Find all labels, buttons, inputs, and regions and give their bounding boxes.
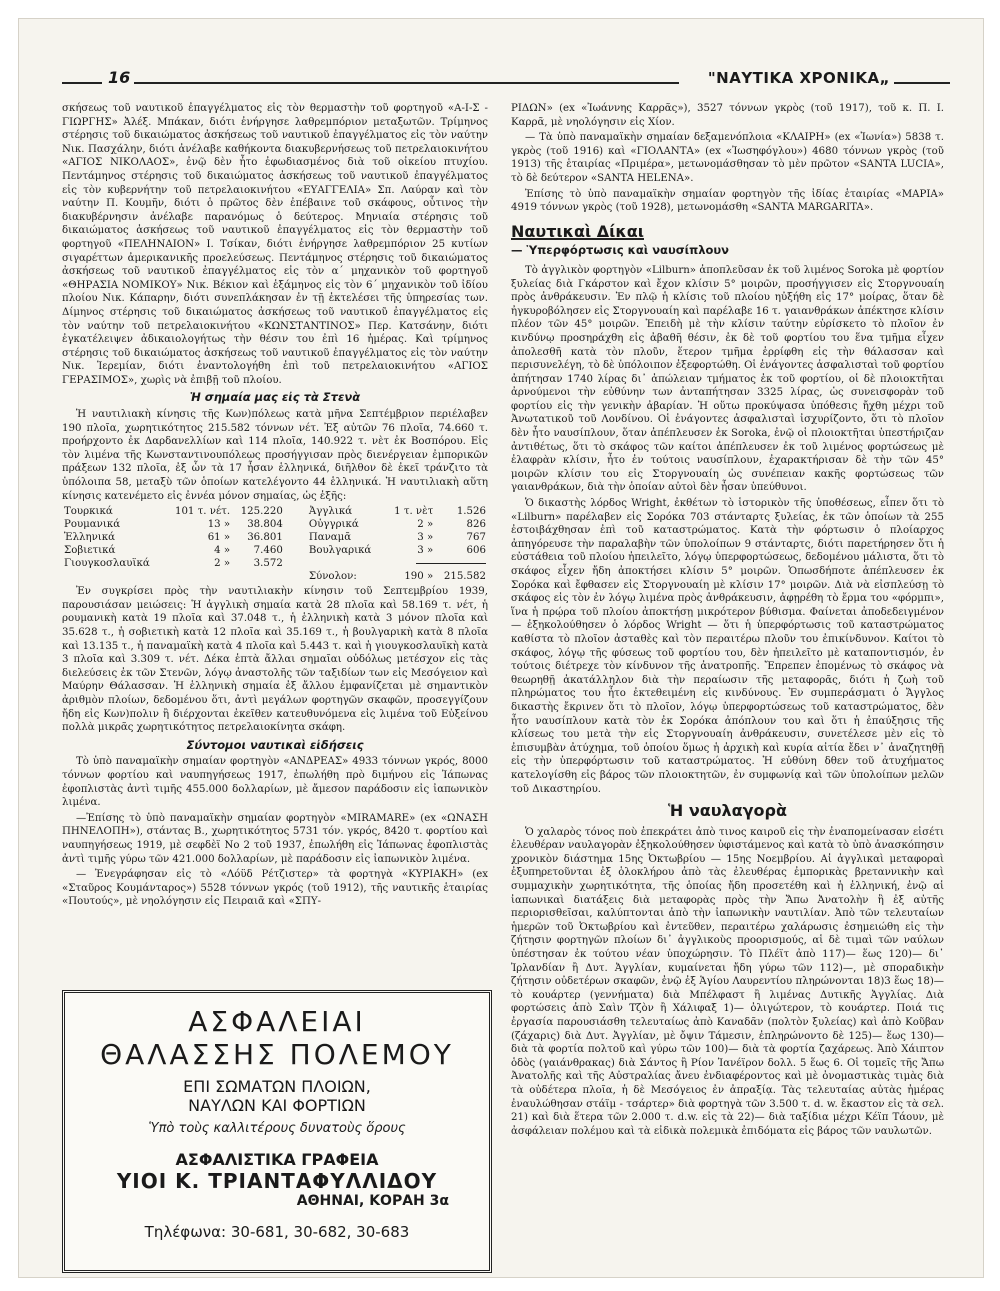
ad-phones: Τηλέφωνα: 30-681, 30-682, 30-683	[144, 1223, 410, 1241]
paragraph: Ὁ χαλαρὸς τόνος ποὺ ἐπεκράτει ἀπὸ τινος καιροῦ εἰς τὴν ἐναπομείνασαν εἰσέτι ἐλευθέραν ναυλαγορὰν ἐξηκολούθησεν ὑφιστάμενος καὶ κατὰ τὸ ὑπὸ ἀνασκόπησιν χρονικὸν διάστημα 15ης Ὀκτωβρίου — 15ης Νοεμβρίου. Αἱ ἀγγλικαὶ μεταφοραὶ ἐξυπηρετοῦνται ἐξ ὁλοκλήρου ἀπὸ τὰς ἐλευθέρας ἐμπορικὰς βρεταννικὴν καὶ συμμαχικὴν χωρητικότητα, τῆς ὁποίας ἤδη προσετέθη καὶ ἡ ἑλληνική, ἐνῷ αἱ ἰαπωνικαὶ διατάξεις διὰ μεταφορὰς πρὸς τὴν Ἄπω Ἀνατολὴν ἢ ἐξ αὐτῆς περιορισθεῖσαι, καλύπτονται ἀπὸ τὴν ἰαπωνικὴν ναυτιλίαν. Ἀπὸ τῶν τελευταίων ἡμερῶν τοῦ Ὀκτωβρίου καὶ ἐντεῦθεν, περαιτέρω χαλάρωσις ἐσημειώθη εἰς τὴν ζήτησιν φορτηγῶν πλοίων δι᾽ ἀγγλικοὺς προορισμούς, αἱ δὲ τιμαὶ τῶν ναύλων ὑπέστησαν ἐκ τούτου νέαν ὑποχώρησιν. Τὸ Πλέϊτ ἀπὸ 117)— ἕως 120)— δι᾽ Ἰρλανδίαν ἢ Δυτ. Ἀγγλίαν, κυμαίνεται ἤδη γύρω τῶν 112)—, μὲ σποραδικὴν ζήτησιν οὐδετέρων σκαφῶν, ἐνῷ ἐξ Ἁγίου Λαυρεντίου πληρώνονται 18)3 ἕως 18)— τὸ κουάρτερ (γεννήματα) διὰ Μπέλφαστ ἢ λιμένας Δυτικῆς Ἀγγλίας. Διὰ φορτώσεις ἀπὸ Σαὶν Τζὸν ἢ Χάλιφαξ 1)— ὀλιγώτερον, τὸ κουάρτερ. Ποιά τις ἐργασία παρουσιάσθη τελευταίως ἀπὸ Καναδᾶν (πολτὸν ξυλείας) καὶ ἀπὸ Κοῦβαν (ζάχαρις) διὰ Δυτ. Ἀγγλίαν, μὲ ὄψιν Τάμεσιν, ἐπληρώνοντο δὲ 125)— ἕως 130)— διὰ τὰ φορτία πολτοῦ καὶ γύρω τῶν 100)— διὰ τὰ φορτία ζαχάρεως. Ἀπὸ Χάιπτον ὁδὸς (γαιάνθρακας) διὰ Σάντος ἢ Ρίον Ἰανέϊρον δολλ. 5 ἕως 6. Οἱ τομεῖς τῆς Ἄπω Ἀνατολῆς καὶ τῆς Αὐστραλίας ἄνευ ἐνδιαφέροντος καὶ μὲ ὀνομαστικὰς τιμὰς διὰ τὰ οὐδέτερα πλοῖα, ἡ δὲ Μεσόγειος ἐν ἀπραξίᾳ. Τὰς τελευταίας αὐτὰς ἡμέρας ἐναυλώθησαν στάϊμ - τσάρτερ» διὰ φορτηγὰ τῶν 3.500 τ. d. w. ἔκαστον εἰς τὰ σελ. 21) καὶ διὰ ἕτερα τῶν 2.000 τ. d.w. εἰς τὰ 22)— διὰ ταξίδια μέχρι Κέϊπ Τάουν, μὲ ἀσφάλειαν πολέμου καὶ τὰ εἰδικὰ πολεμικὰ ἐπιδόματα εἰς βάρος τῶν ναυλωτῶν.	[511, 826, 944, 1137]
paragraph: ΡΙΔΩΝ» (ex «Ἰωάννης Καρρᾶς»), 3527 τόννων γκρὸς (τοῦ 1917), τοῦ κ. Π. Ι. Καρρᾶ, μὲ νηολόγησιν εἰς Χίον.	[511, 103, 944, 128]
total-count: 190 »	[404, 571, 434, 583]
table-row	[62, 531, 488, 544]
table-cell: 13 »	[207, 519, 231, 531]
ad-line: ΑΣΦΑΛΙΣΤΙΚΑ ΓΡΑΦΕΙΑ	[175, 1150, 379, 1169]
table-row	[62, 544, 488, 557]
table-cell: 2 »	[214, 558, 231, 570]
table-cell: 1 τ. νὲτ	[394, 506, 434, 518]
paragraph: Τὸ ὑπὸ παναμαϊκὴν σημαίαν φορτηγὸν «ΑΝΔΡΕΑΣ» 4933 τόννων γκρός, 8000 τόννων φορτίου καὶ ναυπηγήσεως 1917, ἐπωλήθη πρὸ διμήνου εἰς Ἰάπωνας ἐφοπλιστὰς ἀντὶ τιμῆς 455.000 δολλαρίων, μὲ ἄμεσον παράδοσιν εἰς ἰαπωνικὸν λιμένα.	[62, 756, 488, 809]
table-cell: 767	[466, 532, 486, 544]
ad-address: ΑΘΗΝΑΙ, ΚΟΡΑΗ 3α	[296, 1193, 449, 1209]
table-cell: Σοβιετικά	[64, 545, 116, 557]
header-rule-middle	[134, 82, 679, 84]
paragraph: Ἐπίσης τὸ ὑπὸ παναμαϊκὴν σημαίαν φορτηγὸν τῆς ἰδίας ἑταιρίας «ΜΑΡΙΑ» 4919 τόννων γκρὸς (τοῦ 1928), μετωνομάσθη «SANTA MARGARITA».	[511, 188, 944, 214]
table-row	[62, 518, 488, 531]
flags-table	[62, 505, 488, 583]
table-cell: Βουλγαρικά	[308, 545, 372, 557]
table-cell: 61 »	[207, 532, 231, 544]
ad-company-name: ΥΙΟΙ Κ. ΤΡΙΑΝΤΑΦΥΛΛΙΔΟΥ	[116, 1169, 438, 1193]
paragraph: Ἡ ναυτιλιακὴ κίνησις τῆς Κων)πόλεως κατὰ μῆνα Σεπτέμβριον περιέλαβεν 190 πλοῖα, χωρητικότητος 215.582 τόννων νέτ. Ἐξ αὐτῶν 76 πλοῖα, 74.660 τ. προήρχοντο ἐκ Δαρδανελλίων καὶ 114 πλοῖα, 140.922 τ. νὲτ ἐκ Βοσπόρου. Εἰς τὸν λιμένα τῆς Κωνσταντινουπόλεως προσήγγισαν πρὸς διενέργειαν ἐμπορικῶν πράξεων 132 πλοῖα, ἐξ ὧν τὰ 17 ἦσαν ἑλληνικά, διῆλθον δὲ ἐκεῖ τράνζιτο τὰ ὑπόλοιπα 58, μεταξὺ τῶν ὁποίων κατελέγοντο 44 ἑλληνικά. Ἡ ναυτιλιακὴ αὕτη κίνησις κατενέμετο εἰς ἐννέα μόνον σημαίας, ὡς ἑξῆς:	[62, 409, 488, 502]
ad-line: ΑΣΦΑΛΕΙΑΙ	[188, 1005, 366, 1038]
paragraph: σκήσεως τοῦ ναυτικοῦ ἐπαγγέλματος εἰς τὸν θερμαστὴν τοῦ φορτηγοῦ «Α-Ι-Σ - ΓΙΩΡΓΗΣ» Ἀλέξ. Μπάκαν, διότι ἐνήργησε λαθρεμπόριον μεταξωτῶν. Τρίμηνος στέρησις τοῦ δικαιώματος ἀσκήσεως τοῦ ναυτικοῦ ἐπαγγέλματος εἰς τὸν ναύτην Νικ. Πασχάλην, διότι ἀνέλαβε καθήκοντα διακυβερνήσεως τοῦ πετρελαιοκινήτου «ΑΓΙΟΣ ΝΙΚΟΛΑΟΣ», ἐνῷ δὲν ἦτο ἐφωδιασμένος διὰ τοῦ οἰκείου πτυχίου. Πεντάμηνος στέρησις τοῦ δικαιώματος ἀσκήσεως τοῦ ναυτικοῦ ἐπαγγέλματος εἰς τὸν κυβερνήτην τοῦ πετρελαιοκινήτου «ΕΥΑΓΓΕΛΙΑ» Σπ. Λαύραν καὶ τὸν ναύτην Π. Κουμῆν, διότι ὁ πρῶτος δὲν ἐπέβαινε τοῦ σκάφους, οὗτινος τὴν διακυβέρνησιν ἀνέλαβε παρανόμως ὁ δεύτερος. Μηνιαία στέρησις τοῦ δικαιώματος ἀσκήσεως τοῦ ναυτικοῦ ἐπαγγέλματος εἰς τὸν θερμαστὴν τοῦ φορτηγοῦ «ΠΕΛΗΝΑΙΟΝ» Ι. Τσίκαν, διότι ἐνήργησε λαθρεμπόριον 25 κυτίων σιγαρέττων ἀμερικανικῆς προελεύσεως. Πεντάμηνος στέρησις τοῦ δικαιώματος ἀσκήσεως τοῦ ναυτικοῦ ἐπαγγέλματος εἰς τὸν α´ μηχανικὸν τοῦ φορτηγοῦ «ΘΗΡΑΣΙΑ ΝΟΜΙΚΟΥ» Νικ. Βέκιον καὶ ἑξάμηνος εἰς τὸν 6´ μηχανικὸν τοῦ ἰδίου πλοίου Νικ. Κάπαρην, διότι συνεπλάκησαν ἐν τῇ ἐκτελέσει τῆς ὑπηρεσίας των. Δίμηνος στέρησις τοῦ δικαιώματος ἀσκήσεως τοῦ ναυτικοῦ ἐπαγγέλματος εἰς τὸν ναύτην τοῦ πετρελαιοκινήτου «ΚΩΝΣΤΑΝΤΙΝΟΣ» Περ. Κατσάνην, διότι ἐγκατέλειψεν ἀδικαιολογήτως τὴν θέσιν του ἐπὶ 16 ἡμέρας. Καὶ τρίμηνος στέρησις τοῦ δικαιώματος ἀσκήσεως τοῦ ναυτικοῦ ἐπαγγέλματος εἰς τὸν ναύτην Νικ. Ἱερεμίαν, διότι ἐναντολογήθη ἐπὶ τοῦ πετρελαιοκινήτου «ΑΓΙΟΣ ΓΕΡΑΣΙΜΟΣ», χωρὶς νὰ ἐπιβῇ τοῦ πλοίου.	[62, 103, 488, 386]
left-column	[62, 102, 488, 911]
table-cell: Παναμᾶ	[308, 532, 352, 544]
paragraph: — Τὰ ὑπὸ παναμαϊκὴν σημαίαν δεξαμενόπλοια «ΚΛΑΙΡΗ» (ex «Ἰωνία») 5838 τ. γκρὸς (τοῦ 1916) καὶ «ΓΙΟΛΑΝΤΑ» (ex «Ἰωσηφόγλου») 4680 τόννων γκρὸς (τοῦ 1913) τῆς ἑταιρίας «Πριμέρα», μετωνομάσθησαν τὸ μὲν πρῶτον «SANTA LUCIA», τὸ δὲ δεύτερον «SANTA HELENA».	[511, 132, 944, 184]
total-label: Σύνολον:	[308, 571, 357, 583]
paragraph: Ἐν συγκρίσει πρὸς τὴν ναυτιλιακὴν κίνησιν τοῦ Σεπτεμβρίου 1939, παρουσιάσαν μειώσεις: Ἡ ἀγγλικὴ σημαία κατὰ 28 πλοῖα καὶ 58.169 τ. νέτ, ἡ ρουμανικὴ κατὰ 19 πλοῖα καὶ 37.048 τ., ἡ ἑλληνικὴ κατὰ 3 μόνον πλοῖα καὶ 35.628 τ., ἡ σοβιετικὴ κατὰ 12 πλοῖα καὶ 35.169 τ., ἡ βουλγαρικὴ κατὰ 8 πλοῖα καὶ 13.135 τ., ἡ παναμαϊκὴ κατὰ 4 πλοῖα καὶ 5.443 τ. καὶ ἡ γιουγκοσλαυϊκὴ κατὰ 3 πλοῖα καὶ 3.309 τ. νέτ. Δέκα ἑπτὰ ἄλλαι σημαῖαι οὐδόλως μετέσχον εἰς τὰς διελεύσεις ἐκ τῶν Στενῶν, λόγῳ ἀναστολῆς τῶν ταξιδίων των εἰς Μεσόγειον καὶ Μαύρην Θάλασσαν. Ἡ ἑλληνικὴ σημαία ἐξ ἄλλου ἐμφανίζεται μὲ σημαντικὸν ἀριθμὸν πλοίων, δεδομένου ὅτι, ἀντὶ μεγάλων φορτηγῶν σκαφῶν, προσεγγίζουν ἤδη εἰς Κων)πολιν ἢ διέρχονται ἐκεῖθεν κατευθυνόμενα εἰς λιμένα τοῦ Εὐξείνου πολλὰ μικρᾶς χωρητικότητος πετρελαιοκίνητα σκάφη.	[62, 586, 488, 734]
table-cell: Ρουμανικά	[64, 519, 121, 531]
journal-title: "ΝΑΥΤΙΚΑ ΧΡΟΝΙΚΑ„	[707, 69, 890, 87]
table-cell: 3 »	[417, 545, 434, 557]
header-rule-left	[62, 82, 102, 84]
section-heading: Ἡ σημαία μας εἰς τὰ Στενὰ	[189, 390, 361, 405]
insurance-advertisement	[62, 990, 492, 1273]
page-header	[62, 68, 950, 94]
section-heading: Ναυτικαὶ Δίκαι	[511, 221, 645, 241]
table-cell: Οὐγγρικά	[308, 519, 359, 531]
table-total-row	[62, 570, 488, 583]
table-cell: 36.801	[247, 532, 283, 544]
section-subheading: — Ὑπερφόρτωσις καὶ ναυσίπλουν	[511, 243, 730, 258]
table-cell: 125.220	[240, 506, 283, 518]
table-row	[62, 505, 488, 518]
table-cell: Γιουγκοσλαυϊκά	[64, 558, 150, 570]
table-cell: 3.572	[253, 558, 283, 570]
paragraph: Τὸ ἀγγλικὸν φορτηγὸν «Lilburn» ἀποπλεῦσαν ἐκ τοῦ λιμένος Soroka μὲ φορτίον ξυλείας διὰ Γκάρστον καὶ ἔχον κλίσιν 5° μοιρῶν, προσήγγισεν εἰς Στοργνουαίη πρὸς ἀνθράκευσιν. Ἐν πλῷ ἡ κλίσις τοῦ πλοίου ηὐξήθη εἰς 17° μοίρας, ὅταν δὲ ἠγκυροβόλησεν εἰς Στοργνουαίη καὶ παρέλαβε 16 τ. γαιανθράκων ἀπέκτησε κλίσιν πλέον τῶν 45° μοιρῶν. Ἐπειδὴ μὲ τὴν κλίσιν ταύτην εὑρίσκετο τὸ πλοῖον ἐν κινδύνῳ προσηράχθη εἰς ἀβαθῆ θέσιν, ἐκ δὲ τοῦ φορτίου του ἕνα τμῆμα εἶχεν ἀπολεσθῆ κατὰ τὸν πλοῦν, ἕτερον τμῆμα ἐρρίφθη εἰς τὴν θάλασσαν καὶ περισυνελέγη, τὸ δὲ ὑπόλοιπον ἐξεφορτώθη. Οἱ ἐνάγοντες ἀσφαλισταὶ τοῦ φορτίου ἀπήτησαν 1740 λίρας δι᾽ ἀπώλειαν τμήματος ἐκ τοῦ φορτίου, οἱ δὲ πλοιοκτῆται ἀρνούμενοι τὴν εὐθύνην των ἀνταπήτησαν 3325 λίρας, ὡς συνεισφορὰν τοῦ φορτίου εἰς τὴν γενικὴν ἀβαρίαν. Ἡ οὕτω προκύψασα ὑπόθεσις ἤχθη μέχρι τοῦ Ἀνωτατικοῦ τοῦ Λονδίνου. Οἱ ἐνάγοντες ἀσφαλισταὶ ἰσχυρίζοντο, ὅτι τὸ πλοῖον δὲν ἦτο ναυσίπλουν, ὅταν ἀπέπλευσεν ἐκ Soroka, ἐνῷ οἱ πλοιοκτῆται ὑπεστήριζαν ἀντιθέτως, ὅτι τὸ σκάφος τῶν καίτοι ἀπέπλευσεν ἐκ τοῦ λιμένος φορτώσεως μὲ ἐλαφρὰν κλίσιν, ἦτο ἐν τούτοις ναυσίπλουν, ἐχαρακτήρισαν δὲ τὴν τῶν 45° μοιρῶν κλίσιν του εἰς Στοργνουαίη ὡς συνέπειαν κακῆς φορτώσεως τῶν γαιανθράκων, διὰ τὴν ὁποίαν αὐτοὶ δὲν ἦσαν ὑπεύθυνοι.	[511, 264, 944, 494]
table-cell: 606	[466, 545, 486, 557]
ad-line: Ὑπὸ τοὺς καλλιτέρους δυνατοὺς ὅρους	[148, 1121, 406, 1136]
table-cell: 3 »	[417, 532, 434, 544]
total-tonnage: 215.582	[443, 571, 486, 583]
page-number: 16	[108, 68, 131, 87]
table-cell: 4 »	[214, 545, 231, 557]
table-cell: Ἀγγλικά	[308, 506, 353, 518]
table-cell: 826	[466, 519, 486, 531]
table-cell: Ἑλληνικά	[64, 532, 116, 544]
paragraph: — Ἐνεγράφησαν εἰς τὸ «Λόϋδ Ρέτζιστερ» τὰ φορτηγὰ «ΚΥΡΙΑΚΗ» (ex «Σταῦρος Κουμάνταρος») 5528 τόννων γκρός (τοῦ 1912), τῆς ναυτικῆς ἑταιρίας «Πουτούς», μὲ νηολόγησιν εἰς Πειραιᾶ καὶ «ΣΠΥ-	[62, 869, 488, 908]
ad-line: ΕΠΙ ΣΩΜΑΤΩΝ ΠΛΟΙΩΝ,	[183, 1077, 371, 1096]
sum-rule	[416, 563, 486, 564]
ad-line: ΘΑΛΑΣΣΗΣ ΠΟΛΕΜΟΥ	[100, 1038, 454, 1071]
table-cell: 2 »	[417, 519, 434, 531]
section-heading: Σύντομοι ναυτικαὶ εἰδήσεις	[186, 737, 364, 752]
ad-line: ΝΑΥΛΩΝ ΚΑΙ ΦΟΡΤΙΩΝ	[188, 1096, 366, 1115]
paragraph: Ὁ δικαστὴς λόρδος Wright, ἐκθέτων τὸ ἱστορικὸν τῆς ὑποθέσεως, εἶπεν ὅτι τὸ «Lilburn» παρέλαβεν εἰς Σορόκα 703 στάνταρτς ξυλείας, ἐκ τῶν ὁποίων τὰ 255 ἐστοιβάχθησαν ἐπὶ τοῦ καταστρώματος. Κατὰ τὴν φόρτωσιν ὁ πλοίαρχος ἀπηγόρευσε τὴν παραλαβὴν τῶν ὑπολοίπων 9 στάνταρτς, διότι παρετήρησεν ὅτι ἡ εὐστάθεια τοῦ πλοίου ἠπειλεῖτο, λόγῳ ὑπερφορτώσεως, δεδομένου μάλιστα, ὅτι τὸ σκάφος εἶχεν ἤδη ἀποκτήσει κλίσιν 5° μοιρῶν. Ὁπωσδήποτε ἀπέπλευσεν ἐκ Σορόκα καὶ ἔφθασεν εἰς Στοργνουαίη μὲ κλίσιν 17° μοιρῶν. Διὰ νὰ εἰσπλεύσῃ τὸ σκάφος εἰς τὸν ἐν λόγῳ λιμένα πρὸς ἀνθράκευσιν, ἀφῃρέθη τὸ ἔρμα του «φόρμπι», ἵνα ἡ πρῴρα τοῦ πλοίου ἀποκτήσῃ μικρότερον βύθισμα. Φαίνεται ἀποδεδειγμένον — ἐξηκολούθησεν ὁ λόρδος Wright — ὅτι ἡ ὑπερφόρτωσις τοῦ καταστρώματος καθίστα τὸ πλοῖον ἀσταθὲς καὶ τὸν περαιτέρω πλοῦν του ἐπικίνδυνον. Καίτοι τὸ σκάφος, λόγῳ τῆς φύσεως τοῦ φορτίου του, δὲν ἠπειλεῖτο μὲ καταποντισμόν, ἐν τούτοις διέτρεχε τὸν κίνδυνον τῆς ἀνατροπῆς. Ἔπρεπεν ἑπομένως τὸ σκάφος νὰ θεωρηθῇ ἀκατάλληλον διὰ τὴν περαίωσιν τῆς μεταφορᾶς, διότι ἡ ζωὴ τοῦ πληρώματος του ἦτο ἐκτεθειμένη εἰς κινδύνους. Ἐν συμπεράσματι ὁ Ἄγγλος δικαστὴς ἔκρινεν ὅτι τὸ πλοῖον, λόγῳ ὑπερφορτώσεως τοῦ καταστρώματος, δὲν ἦτο ναυσίπλουν κατὰ τὸν ἐκ Σορόκα ἀπόπλουν του καὶ ὅτι ἡ ἐπαύξησις τῆς κλίσεως του μετὰ τὴν εἰς Στοργνουαίη ἀνθράκευσιν, συνετέλεσε μὲν εἰς τὸ ἐπισυμβὰν ἀτύχημα, τοῦ ὁποίου ὅμως ἡ ἀρχικὴ καὶ κυρία αἰτία ἔδει ν᾽ ἀναζητηθῇ εἰς τὴν ὑπερφόρτωσιν τοῦ καταστρώματος. Ἡ εὐθύνη δθεν τοῦ ἀτυχήματος κατελογίσθη εἰς βάρος τῶν πλοιοκτητῶν, ἐν συμφωνίᾳ καὶ τῶν ὑπολοίπων μελῶν τοῦ Δικαστηρίου.	[511, 498, 944, 795]
table-cell	[285, 557, 488, 570]
table-cell: 38.804	[247, 519, 283, 531]
section-heading: Ἡ ναυλαγορὰ	[668, 801, 787, 821]
table-cell: 7.460	[253, 545, 283, 557]
table-row	[62, 557, 488, 570]
table-cell: 101 τ. νέτ.	[174, 506, 231, 518]
right-column	[511, 102, 944, 1140]
table-cell: 1.526	[456, 506, 486, 518]
paragraph: —Ἐπίσης τὸ ὑπὸ παναμαϊκὴν σημαίαν φορτηγὸν «MIRAMARE» (ex «ΩΝΑΣΗ ΠΗΝΕΛΟΠΗ»), στάντας Β., χωρητικότητος 5731 τόν. γκρός, 8420 τ. φορτίου καὶ ναυπηγήσεως 1919, μὲ σεφδὲϊ Νο 2 τοῦ 1937, ἐπωλήθη εἰς Ἰάπωνας ἐφοπλιστὰς ἀντὶ τιμῆς γύρω τῶν 421.000 δολλαρίων, μὲ παράδοσιν εἰς ἰαπωνικὸν λιμένα.	[62, 812, 488, 865]
table-cell: Τουρκικά	[64, 506, 113, 518]
header-rule-right	[894, 82, 950, 84]
